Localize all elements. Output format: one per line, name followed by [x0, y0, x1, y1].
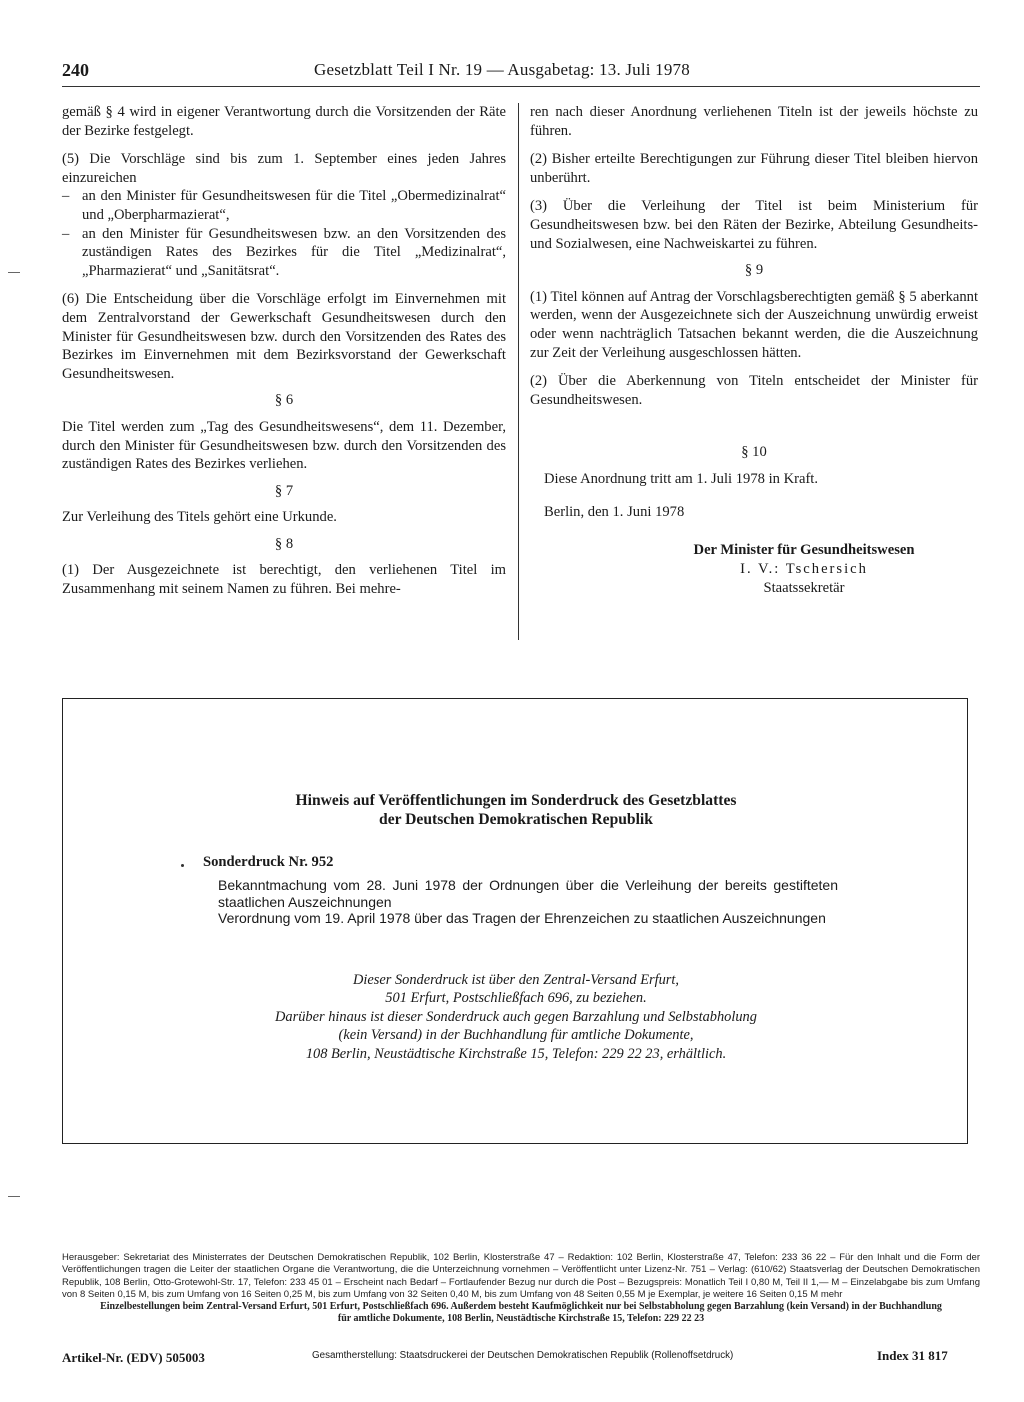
paragraph: Diese Anordnung tritt am 1. Juli 1978 in Kraft. — [544, 470, 819, 487]
special-print-label: Sonderdruck Nr. 952 — [203, 854, 334, 870]
signature-title: Der Minister für Gesundheitswesen — [693, 542, 915, 559]
list-item-text: an den Minister für Gesundheitswesen bzw. an den Vorsitzenden des zuständigen Rates des Bezirkes für die Titel „Medizinalrat“, „Pharmazierat“ und „Sanitätsrat“. — [82, 225, 506, 279]
left-column — [62, 103, 506, 599]
paragraph: (3) Über die Verleihung der Titel ist beim Ministerium für Gesundheitswesen bzw. bei den Räten der Bezirke, Abteilung Gesundheits- und Sozialwesen, eine Nachweiskartei zu führen. — [530, 198, 978, 252]
list-item — [62, 187, 506, 224]
paragraph: ren nach dieser Anordnung verliehenen Titeln ist der jeweils höchste zu führen. — [530, 104, 978, 139]
imprint-order-line: für amtliche Dokumente, 108 Berlin, Neustädtische Kirchstraße 15, Telefon: 229 22 23 — [337, 1313, 705, 1325]
imprint-text: Herausgeber: Sekretariat des Ministerrates der Deutschen Demokratischen Republik, 102 Berlin, Klosterstraße 47 – Redaktion: 102 Berlin, Klosterstraße 47, Telefon: 233 36 22 – Für den Inhalt und die Form der Veröffentlichungen tragen die Leiter der staatlichen Organe die Verantwortung, die die Unterzeichnung vornehmen – Veröffentlicht unter Lizenz-Nr. 751 – Verlag: (610/62) Staatsverlag der Deutschen Demokratischen Republik, 108 Berlin, Otto-Grotewohl-Str. 17, Telefon: 233 45 01 – Erscheint nach Bedarf – Fortlaufender Bezug nur durch die Post – Bezugspreis: Monatlich Teil I 0,80 M, Teil II 1,— M – Einzelabgabe bis zum Umfang von 8 Seiten 0,15 M, bis zum Umfang von 16 Seiten 0,25 M, bis zum Umfang von 32 Seiten 0,40 M, bis zum Umfang von 48 Seiten 0,55 M je Exemplar, je weitere 16 Seiten 0,15 M mehr — [62, 1252, 980, 1300]
paragraph: (2) Bisher erteilte Berechtigungen zur Führung dieser Titel bleiben hiervon unberührt. — [530, 151, 978, 186]
printer-info: Gesamtherstellung: Staatsdruckerei der Deutschen Demokratischen Republik (Rollenoffsetdruck) — [312, 1350, 734, 1361]
paragraph: (2) Über die Aberkennung von Titeln entscheidet der Minister für Gesundheitswesen. — [530, 373, 978, 408]
margin-mark — [8, 1196, 20, 1197]
section-heading: § 7 — [274, 482, 294, 499]
ordering-line: Dieser Sonderdruck ist über den Zentral-Versand Erfurt, — [352, 972, 680, 988]
notice-title-line: Hinweis auf Veröffentlichungen im Sonderdruck des Gesetzblattes — [295, 792, 737, 809]
page-header — [62, 58, 980, 86]
special-print-items — [218, 877, 838, 927]
ordering-line: Darüber hinaus ist dieser Sonderdruck auch gegen Barzahlung und Selbstabholung — [275, 1008, 757, 1025]
notice-title — [63, 791, 969, 829]
paragraph: (1) Der Ausgezeichnete ist berechtigt, den verliehenen Titel im Zusammenhang mit seinem Namen zu führen. Bei mehre- — [62, 562, 506, 598]
paragraph: Zur Verleihung des Titels gehört eine Urkunde. — [62, 509, 337, 526]
ordering-line: 108 Berlin, Neustädtische Kirchstraße 15, Telefon: 229 22 23, erhältlich. — [305, 1045, 727, 1062]
section-heading: § 10 — [741, 444, 767, 461]
dash-marker: – — [62, 188, 70, 205]
page-number: 240 — [62, 60, 89, 80]
dash-marker: – — [62, 225, 70, 242]
paragraph: gemäß § 4 wird in eigener Verantwortung durch die Vorsitzenden der Räte der Bezirke festgelegt. — [62, 104, 506, 139]
running-head: Gesetzblatt Teil I Nr. 19 — Ausgabetag: 13. Juli 1978 — [314, 60, 690, 79]
bullet-dot — [181, 864, 184, 867]
notice-box — [62, 698, 968, 1144]
signature-name: I. V.: Tschersich — [740, 561, 868, 578]
right-column — [530, 103, 978, 598]
list-item-text: an den Minister für Gesundheitswesen für die Titel „Obermedizinalrat“ und „Oberpharmazierat“, — [82, 188, 506, 223]
signature-role: Staatssekretär — [763, 580, 845, 597]
margin-mark — [8, 272, 20, 273]
ordering-line: 501 Erfurt, Postschließfach 696, zu beziehen. — [385, 990, 647, 1007]
article-number: Artikel-Nr. (EDV) 505003 — [62, 1350, 205, 1365]
imprint — [62, 1252, 980, 1326]
paragraph: (6) Die Entscheidung über die Vorschläge erfolgt im Einvernehmen mit dem Zentralvorstand der Gewerkschaft Gesundheitswesen durch den Minister für Gesundheitswesen bzw. durch den Vorsitzenden des Rates des Bezirkes im Einvernehmen mit dem Bezirksvorstand der Gewerkschaft Gesundheitswesen. — [62, 291, 506, 382]
index-number: Index 31 817 — [877, 1348, 948, 1363]
signature-block — [630, 541, 978, 598]
place-date: Berlin, den 1. Juni 1978 — [544, 503, 685, 520]
ordering-info — [63, 971, 969, 1063]
section-heading: § 6 — [274, 392, 294, 409]
header-rule — [62, 86, 980, 87]
paragraph: Die Titel werden zum „Tag des Gesundheitswesens“, dem 11. Dezember, durch den Minister für Gesundheitswesen bzw. durch den Vorsitzenden des zuständigen Rates des Bezirkes verliehen. — [62, 418, 506, 473]
section-heading: § 8 — [274, 535, 294, 552]
column-divider — [518, 103, 519, 640]
list-item: Bekanntmachung vom 28. Juni 1978 der Ordnungen über die Verleihung der bereits gestifteten staatlichen Auszeichnungen — [218, 877, 838, 910]
list-item: Verordnung vom 19. April 1978 über das Tragen der Ehrenzeichen zu staatlichen Auszeichnungen — [218, 910, 826, 926]
section-heading: § 9 — [744, 262, 764, 279]
ordering-line: (kein Versand) in der Buchhandlung für amtliche Dokumente, — [338, 1027, 694, 1044]
imprint-order-line: Einzelbestellungen beim Zentral-Versand Erfurt, 501 Erfurt, Postschließfach 696. Außerdem besteht Kaufmöglichkeit nur bei Selbstabholung gegen Barzahlung (kein Versand) in der Buchhandlung — [100, 1301, 942, 1313]
paragraph: (1) Titel können auf Antrag der Vorschlagsberechtigten gemäß § 5 aberkannt werden, wenn der Ausgezeichnete sich der Auszeichnung unwürdig erweist oder wenn nachträglich Tatsachen bekannt werden, die die Auszeichnung zur Zeit der Verleihung ausgeschlossen hätten. — [530, 288, 978, 361]
list-item — [62, 225, 506, 281]
paragraph: (5) Die Vorschläge sind bis zum 1. September eines jeden Jahres einzureichen — [62, 151, 506, 186]
notice-title-line: der Deutschen Demokratischen Republik — [379, 811, 653, 828]
